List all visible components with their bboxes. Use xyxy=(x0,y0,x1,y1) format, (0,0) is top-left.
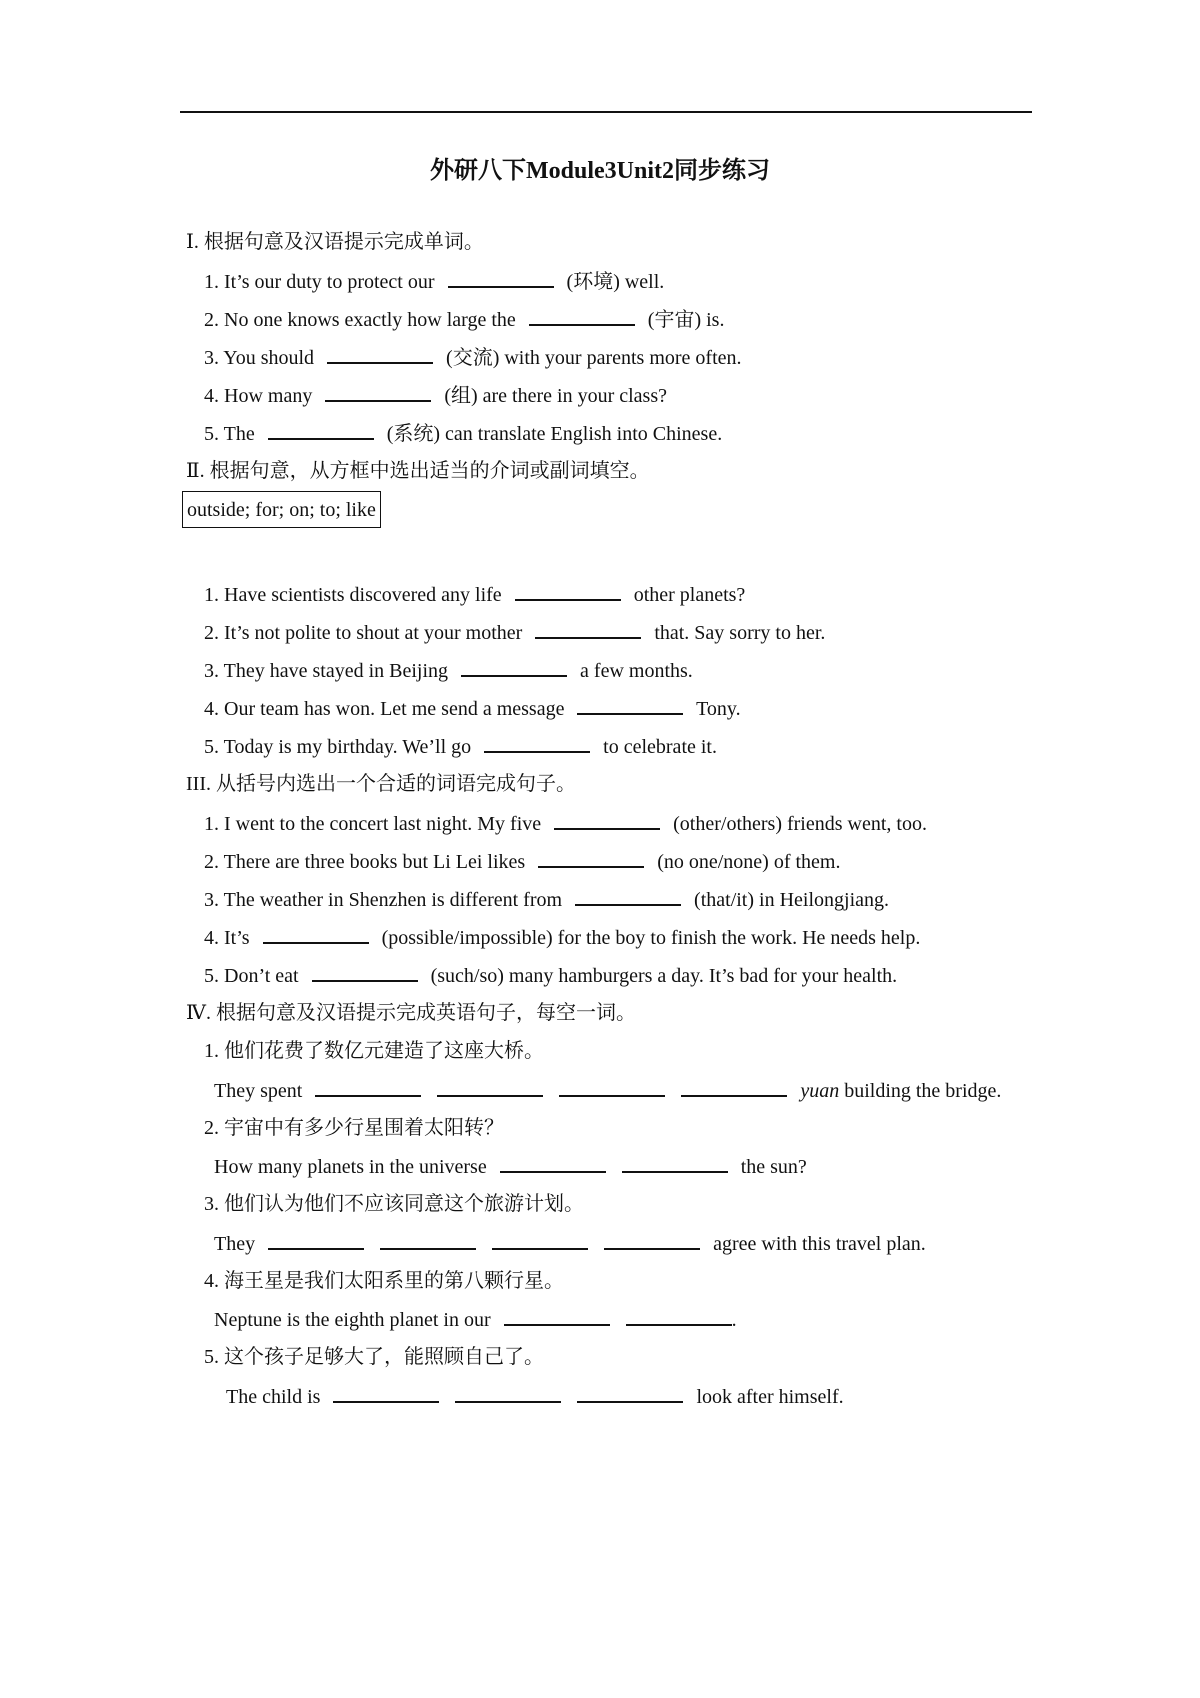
answer-blank[interactable] xyxy=(312,962,418,982)
answer-blank[interactable] xyxy=(380,1230,476,1250)
answer-blank[interactable] xyxy=(500,1153,606,1173)
section-3-heading: III. 从括号内选出一个合适的词语完成句子。 xyxy=(186,773,576,795)
answer-blank[interactable] xyxy=(559,1077,665,1097)
s2-item-3 xyxy=(204,657,693,684)
item-text: It’s xyxy=(224,927,250,949)
item-text: Don’t eat xyxy=(224,965,299,987)
item-text-after: look after himself. xyxy=(696,1386,844,1408)
item-text-after: (such/so) many hamburgers a day. It’s bad for your health. xyxy=(430,965,898,987)
s4-item-5-prompt: 5. 这个孩子足够大了，能照顾自己了。 xyxy=(204,1346,544,1368)
item-number: 5. xyxy=(204,736,219,758)
s3-item-3 xyxy=(204,886,889,913)
item-number: 1. xyxy=(204,271,219,293)
answer-blank[interactable] xyxy=(327,344,433,364)
item-number: 2. xyxy=(204,309,219,331)
item-text-after: . xyxy=(731,1309,737,1331)
s1-item-2 xyxy=(204,306,724,333)
answer-blank[interactable] xyxy=(515,581,621,601)
item-text: They spent xyxy=(214,1080,303,1102)
item-number: 2. xyxy=(204,622,219,644)
page-title: 外研八下Module3Unit2同步练习 xyxy=(429,158,770,184)
s2-item-2 xyxy=(204,619,825,646)
header-rule xyxy=(180,111,1032,113)
answer-blank[interactable] xyxy=(263,924,369,944)
item-text: The child is xyxy=(226,1386,321,1408)
item-number: 1. xyxy=(204,584,219,606)
item-text-after: building the bridge. xyxy=(844,1080,1002,1102)
answer-blank[interactable] xyxy=(535,619,641,639)
item-text-after: to celebrate it. xyxy=(603,736,717,758)
section-2-heading: Ⅱ. 根据句意，从方框中选出适当的介词或副词填空。 xyxy=(186,460,650,482)
answer-blank[interactable] xyxy=(484,733,590,753)
answer-blank[interactable] xyxy=(437,1077,543,1097)
item-text: Today is my birthday. We’ll go xyxy=(223,736,472,758)
answer-blank[interactable] xyxy=(554,810,660,830)
item-text: They xyxy=(214,1233,256,1255)
s4-item-5-answer xyxy=(226,1383,844,1410)
item-number: 4. xyxy=(204,385,219,407)
item-text: They have stayed in Beijing xyxy=(223,660,449,682)
section-4-heading: Ⅳ. 根据句意及汉语提示完成英语句子，每空一词。 xyxy=(186,1002,636,1024)
item-text-after: agree with this travel plan. xyxy=(713,1233,926,1255)
item-number: 4. xyxy=(204,927,219,949)
item-text-after: the sun? xyxy=(740,1156,807,1178)
item-text-after: (possible/impossible) for the boy to finish the work. He needs help. xyxy=(381,927,921,949)
answer-blank[interactable] xyxy=(268,420,374,440)
item-number: 3. xyxy=(204,347,219,369)
item-text: No one knows exactly how large the xyxy=(224,309,516,331)
item-text-after: other planets? xyxy=(633,584,746,606)
s3-item-2 xyxy=(204,848,840,875)
item-text-after: (no one/none) of them. xyxy=(657,851,841,873)
answer-blank[interactable] xyxy=(626,1306,732,1326)
item-text: The xyxy=(223,423,255,445)
answer-blank[interactable] xyxy=(504,1306,610,1326)
answer-blank[interactable] xyxy=(681,1077,787,1097)
item-text-after: a few months. xyxy=(580,660,693,682)
item-text-after: (other/others) friends went, too. xyxy=(673,813,927,835)
item-text: How many xyxy=(224,385,313,407)
item-number: 5. xyxy=(204,423,219,445)
s4-item-1-answer xyxy=(214,1077,1001,1104)
s4-item-1-prompt: 1. 他们花费了数亿元建造了这座大桥。 xyxy=(204,1040,544,1062)
item-text: Neptune is the eighth planet in our xyxy=(214,1309,491,1331)
answer-blank[interactable] xyxy=(492,1230,588,1250)
answer-blank[interactable] xyxy=(455,1383,561,1403)
s1-item-4 xyxy=(204,382,667,409)
item-text-after: Tony. xyxy=(696,698,741,720)
item-number: 3. xyxy=(204,660,219,682)
s1-item-3 xyxy=(204,344,742,371)
answer-blank[interactable] xyxy=(529,306,635,326)
item-text-after: that. Say sorry to her. xyxy=(654,622,826,644)
item-number: 2. xyxy=(204,851,219,873)
s2-item-4 xyxy=(204,695,741,722)
item-hint: (交流) with your parents more often. xyxy=(446,347,742,369)
answer-blank[interactable] xyxy=(333,1383,439,1403)
answer-blank[interactable] xyxy=(315,1077,421,1097)
item-number: 3. xyxy=(204,889,219,911)
item-text: I went to the concert last night. My five xyxy=(224,813,542,835)
item-text: How many planets in the universe xyxy=(214,1156,487,1178)
answer-blank[interactable] xyxy=(461,657,567,677)
s3-item-4 xyxy=(204,924,920,951)
s4-item-4-prompt: 4. 海王星是我们太阳系里的第八颗行星。 xyxy=(204,1270,564,1292)
item-text-after: (that/it) in Heilongjiang. xyxy=(694,889,890,911)
item-hint: (宇宙) is. xyxy=(647,309,725,331)
s1-item-5 xyxy=(204,420,722,447)
item-number: 1. xyxy=(204,813,219,835)
s4-item-4-answer xyxy=(214,1306,737,1333)
s3-item-5 xyxy=(204,962,897,989)
item-text: The weather in Shenzhen is different from xyxy=(223,889,563,911)
s4-item-2-prompt: 2. 宇宙中有多少行星围着太阳转？ xyxy=(204,1117,504,1139)
item-text: You should xyxy=(223,347,315,369)
word-box: outside; for; on; to; like xyxy=(182,491,381,528)
s3-item-1 xyxy=(204,810,927,837)
s4-item-2-answer xyxy=(214,1153,807,1180)
section-1-heading: Ⅰ. 根据句意及汉语提示完成单词。 xyxy=(186,231,484,253)
item-text: It’s not polite to shout at your mother xyxy=(224,622,523,644)
item-number: 5. xyxy=(204,965,219,987)
answer-blank[interactable] xyxy=(604,1230,700,1250)
item-hint: (组) are there in your class? xyxy=(444,385,668,407)
answer-blank[interactable] xyxy=(622,1153,728,1173)
s2-item-1 xyxy=(204,581,745,608)
item-text: There are three books but Li Lei likes xyxy=(223,851,526,873)
answer-blank[interactable] xyxy=(325,382,431,402)
s1-item-1 xyxy=(204,268,664,295)
s4-item-3-answer xyxy=(214,1230,926,1257)
italic-word: yuan xyxy=(800,1080,840,1102)
item-hint: (环境) well. xyxy=(566,271,665,293)
s2-item-5 xyxy=(204,733,717,760)
answer-blank[interactable] xyxy=(268,1230,364,1250)
answer-blank[interactable] xyxy=(538,848,644,868)
answer-blank[interactable] xyxy=(448,268,554,288)
item-text: It’s our duty to protect our xyxy=(224,271,435,293)
s4-item-3-prompt: 3. 他们认为他们不应该同意这个旅游计划。 xyxy=(204,1193,584,1215)
answer-blank[interactable] xyxy=(575,886,681,906)
item-hint: (系统) can translate English into Chinese. xyxy=(386,423,723,445)
answer-blank[interactable] xyxy=(577,1383,683,1403)
item-text: Our team has won. Let me send a message xyxy=(224,698,565,720)
answer-blank[interactable] xyxy=(577,695,683,715)
item-text: Have scientists discovered any life xyxy=(224,584,502,606)
item-number: 4. xyxy=(204,698,219,720)
